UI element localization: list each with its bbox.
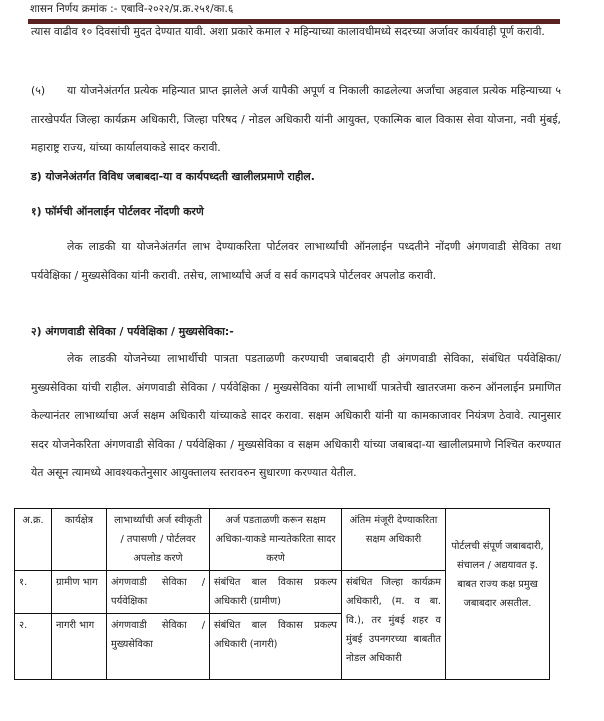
row-2-serial: २. [15, 614, 52, 680]
responsibility-table [14, 508, 550, 680]
row-1-serial: १. [15, 571, 52, 614]
header-verify: अर्ज पडताळणी करून सक्षम अधिका-याकडे मान्यतेकरिता सादर करणे [210, 509, 342, 571]
table-header-row [15, 509, 550, 571]
final-approval-cell: संबंधित जिल्हा कार्यक्रम अधिकारी, (म. व बा. वि.), तर मुंबई शहर व मुंबई उपनगरच्या बाबतीत नोडल अधिकारी [342, 571, 446, 680]
section-d-heading: ड) योजनेअंतर्गत विविध जबाबदा-या व कार्यपध्दती खालीलप्रमाणे राहील. [31, 170, 315, 183]
paragraph-continuation: त्यास वाढीव १० दिवसांची मुदत देण्यात यावी. अशा प्रकारे कमाल २ महिन्याच्या कालावधीमध्ये सदरच्या अर्जावर कार्यवाही पूर्ण करावी. [31, 25, 545, 38]
row-1-verify: संबंधित बाल विकास प्रकल्प अधिकारी (ग्रामीण) [210, 571, 342, 614]
document-reference-header: शासन निर्णय क्रमांक :- एबावि-२०२२/प्र.क्र.२५१/का.६ [30, 3, 234, 15]
portal-responsibility-cell: पोर्टलची संपूर्ण जबाबदारी, संचालन / अद्ययावत इ. बाबत राज्य कक्ष प्रमुख जबाबदार असतील. [446, 509, 550, 680]
subsection-2-heading: २) अंगणवाडी सेविका / पर्यवेक्षिका / मुख्यसेविका:- [31, 325, 234, 338]
header-serial: अ.क्र. [15, 509, 52, 571]
row-2-verify: संबंधित बाल विकास प्रकल्प अधिकारी (नागरी) [210, 614, 342, 680]
row-2-area: नागरी भाग [52, 614, 107, 680]
row-2-upload: अंगणवाडी सेविका / मुख्यसेविका [107, 614, 210, 680]
paragraph-5 [31, 77, 561, 163]
header-area: कार्यक्षेत्र [52, 509, 107, 571]
header-final-approval: अंतिम मंजूरी देण्याकरिता सक्षम अधिकारी [342, 509, 446, 571]
subsection-1-heading: १) फॉर्मची ऑनलाईन पोर्टलवर नोंदणी करणे [31, 205, 204, 218]
paragraph-5-text: या योजनेअंतर्गत प्रत्येक महिन्यात प्राप्त झालेले अर्ज यापैकी अपूर्ण व निकाली काढलेल्या अर्जांचा अहवाल प्रत्येक महिन्याच्या ५ तारखेपर्यंत जिल्हा कार्यक्रम अधिकारी, जिल्हा परिषद / नोडल अधिकारी यांनी आयुक्त, एकात्मिक बाल विकास सेवा योजना, नवी मुंबई, महाराष्ट्र राज्य, यांच्या कार्यालयाकडे सादर करावी. [31, 84, 561, 154]
row-1-area: ग्रामीण भाग [52, 571, 107, 614]
paragraph-5-number: (५) [31, 84, 46, 97]
row-1-upload: अंगणवाडी सेविका / पर्यवेक्षिका [107, 571, 210, 614]
subsection-2-text: लेक लाडकी योजनेच्या लाभार्थीची पात्रता पडताळणी करण्याची जबाबदारी ही अंगणवाडी सेविका, संबंधित पर्यवेक्षिका/ मुख्यसेविका यांची राहील. अंगणवाडी सेविका / पर्यवेक्षिका / मुख्यसेविका यांनी लाभार्थी पात्रतेची खातरजमा करुन ऑनलाईन प्रमाणित केल्यानंतर लाभार्थ्याचा अर्ज सक्षम अधिकारी यांच्याकडे सादर करावा. सक्षम अधिकारी यांनी या कामकाजावर नियंत्रण ठेवावे. त्यानुसार सदर योजनेकरिता अंगणवाडी सेविका / पर्यवेक्षिका / मुख्यसेविका व सक्षम अधिकारी यांच्या जबाबदा-या खालीलप्रमाणे निश्चित करण्यात येत असून त्यामध्ये आवश्यकतेनुसार आयुक्तालय स्तरावरुन सुधारणा करण्यात येतील. [31, 352, 561, 479]
subsection-1-text: लेक लाडकी या योजनेअंतर्गत लाभ देण्याकरिता पोर्टलवर लाभार्थ्यांची ऑनलाईन पध्दतीने नोंदणी अंगणवाडी सेविका तथा पर्यवेक्षिका / मुख्यसेविका यांनी करावी. तसेच, लाभार्थ्यांचे अर्ज व सर्व कागदपत्रे पोर्टलवर अपलोड करावी. [31, 240, 561, 282]
header-upload: लाभार्थ्यांची अर्ज स्वीकृती / तपासणी / पोर्टलवर अपलोड करणे [107, 509, 210, 571]
